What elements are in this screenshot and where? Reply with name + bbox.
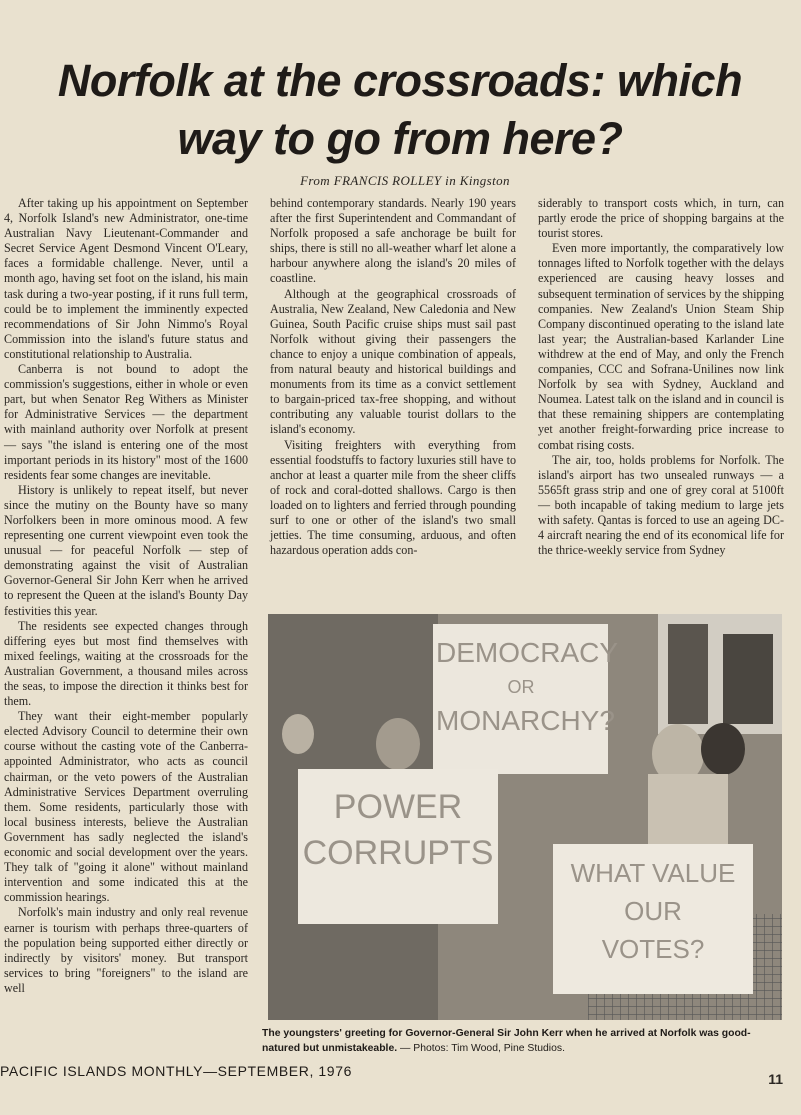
caption-text: The youngsters' greeting for Governor-General Sir John Kerr when he arrived at Norfolk was good-natured but unmistakeable. xyxy=(262,1028,751,1054)
article-column-1 xyxy=(4,196,248,1056)
sign-power-corrupts xyxy=(298,784,498,876)
publication-footer: PACIFIC ISLANDS MONTHLY—SEPTEMBER, 1976 xyxy=(0,1063,352,1079)
sign-line: DEMOCRACY xyxy=(436,637,619,668)
paragraph: Even more importantly, the comparatively low tonnages lifted to Norfolk together with the delays experienced are causing heavy losses and subsequent termination of services by the shipping companies. New Zealand's Union Steam Ship Company discontinued operating to the island late last year; the Australian-based Karlander Line withdrew at the end of May, and only the French companies, CCC and Sofrana-Unilines now link Norfolk by sea with Sydney, Auckland and Noumea. Latest talk on the island and in council is that these remaining shippers are contemplating yet another freight-forwarding price increase to combat rising costs. xyxy=(538,241,784,452)
paragraph: After taking up his appointment on September 4, Norfolk Island's new Administrator, one-time Australian Navy Lieutenant-Commander and Secret Service Agent Desmond Vincent O'Leary, faces a formidable challenge. Never, until a month ago, having set foot on the island, his main task during a two-year posting, if it runs full term, could be to implement the imminently expected recommendations of Sir John Nimmo's Royal Commission into the island's future status and constitutional relationship to Australia. xyxy=(4,196,248,361)
paragraph: They want their eight-member popularly elected Advisory Council to determine their own course without the casting vote of the Canberra-appointed Administrator, who acts as council chairman, or the veto powers of the Australian Administrative Services Department overruling them. Some residents, particularly those with local business interests, believe the Australian Government has sadly neglected the island's economic and social development over the years. They talk of "going it alone" without mainland intervention and some indicated this at the commission hearings. xyxy=(4,709,248,905)
page-number: 11 xyxy=(768,1071,783,1087)
article-column-2 xyxy=(270,196,516,616)
sign-line: VOTES? xyxy=(601,934,705,964)
paragraph: Although at the geographical crossroads of Australia, New Zealand, New Caledonia and New Guinea, South Pacific cruise ships must sail past Norfolk without giving their passengers the chance to enjoy a unique combination of appeals, from natural beauty and historical buildings and monuments from its time as a convict settlement to bargain-priced tax-free shopping, and without contributing any valuable tourist dollars to the island's economy. xyxy=(270,286,516,437)
protest-photo xyxy=(268,614,782,1020)
article-column-3 xyxy=(538,196,784,616)
sign-what-value xyxy=(553,854,753,968)
paragraph: History is unlikely to repeat itself, but never since the mutiny on the Bounty have so many Norfolkers been in more ominous mood. A few representing one current viewpoint even took the unusual — for peaceful Norfolk — step of demonstrating against the visit of Australian Governor-General Sir John Kerr when he arrived to represent the Queen at the island's Bounty Day festivities this year. xyxy=(4,482,248,618)
sign-democracy xyxy=(436,636,619,738)
paragraph: Norfolk's main industry and only real revenue earner is tourism with perhaps three-quarters of the population being supported either directly or indirectly by visitors' money. But transport services to bring "foreigners" to the island are well xyxy=(4,905,248,995)
sign-line: POWER xyxy=(333,788,463,826)
sign-line: WHAT VALUE xyxy=(570,858,736,888)
photo-credit: — Photos: Tim Wood, Pine Studios. xyxy=(400,1043,565,1054)
byline: From FRANCIS ROLLEY in Kingston xyxy=(300,173,510,188)
sign-line: OR xyxy=(507,677,535,697)
sign-line: OUR xyxy=(624,896,682,926)
paragraph: Canberra is not bound to adopt the commission's suggestions, either in whole or even part, but when Senator Reg Withers as Minister for Administrative Services — the department with mainland authority over Norfolk at present — says "the island is entering one of the most important periods in its history" most of the 1600 residents fear some changes are inevitable. xyxy=(4,362,248,482)
paragraph: The residents see expected changes through differing eyes but most find themselves with mixed feelings, waiting at the crossroads for the Australian Government, a thousand miles across the seas, to impose the direction it thinks best for them. xyxy=(4,618,248,709)
sign-line: MONARCHY? xyxy=(436,705,615,736)
paragraph: siderably to transport costs which, in turn, can partly erode the price of shopping bargains at the tourist stores. xyxy=(538,196,784,241)
sign-line: CORRUPTS xyxy=(302,834,494,872)
paragraph: behind contemporary standards. Nearly 190 years after the first Superintendent and Commandant of Norfolk proposed a safe anchorage be built for ships, there is still no all-weather wharf let alone a harbour anywhere along the island's 20 miles of coastline. xyxy=(270,196,516,286)
photo-caption xyxy=(262,1026,788,1056)
paragraph: Visiting freighters with everything from essential foodstuffs to factory luxuries still have to anchor at least a quarter mile from the sheer cliffs of rock and coral-dotted shallows. Cargo is then loaded on to lighters and ferried through pounding surf to one or other of the island's two small jetties. The time consuming, arduous, and often hazardous operation adds con- xyxy=(270,437,516,558)
headline: Norfolk at the crossroads: which way to go from here? xyxy=(57,55,743,164)
paragraph: The air, too, holds problems for Norfolk. The island's airport has two unsealed runways — a 5565ft grass strip and one of grey coral at 5100ft — both incapable of taking medium to large jets with safety. Qantas is forced to use an ageing DC-4 aircraft nearing the end of its economical life for the thrice-weekly service from Sydney xyxy=(538,452,784,558)
